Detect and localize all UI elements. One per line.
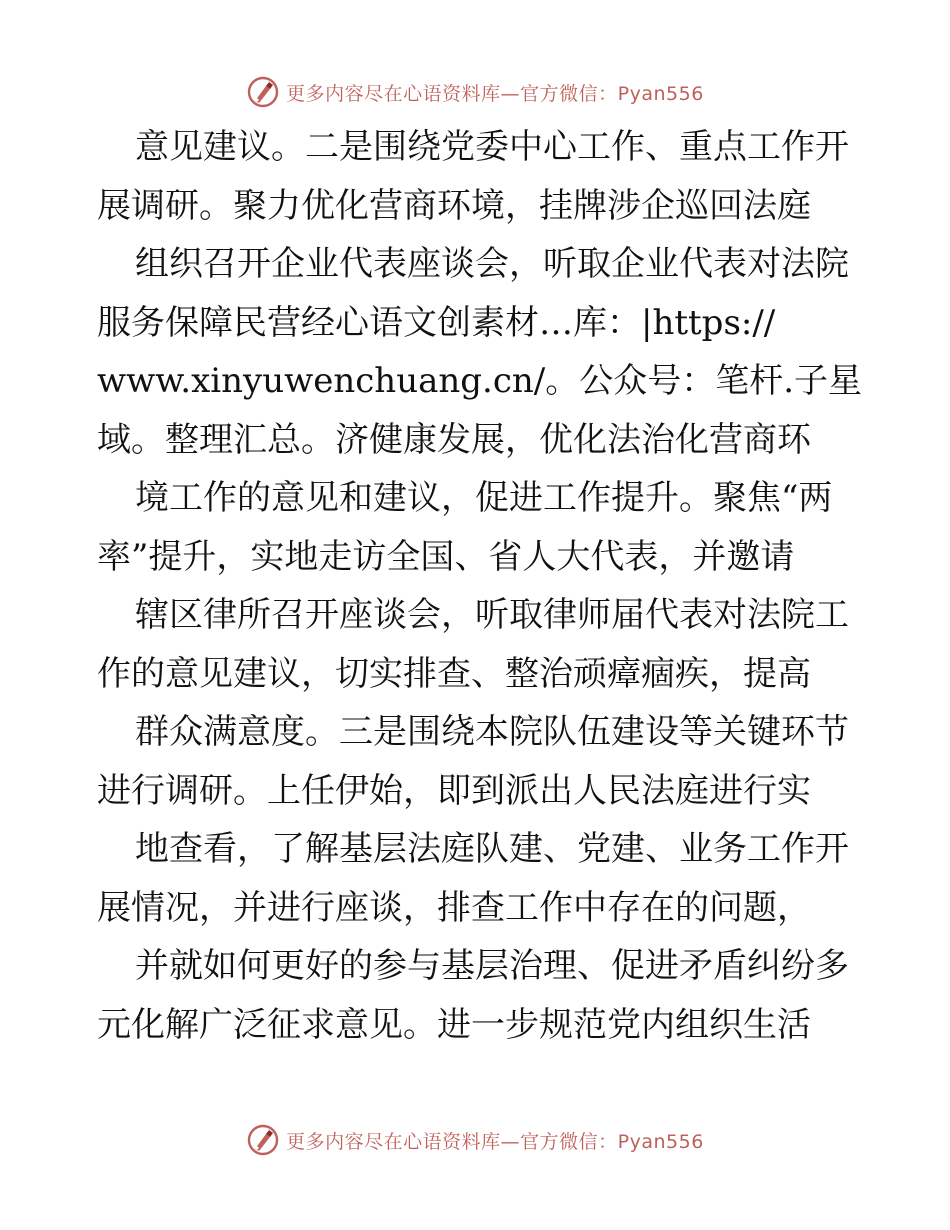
pen-logo-icon	[246, 75, 280, 109]
watermark-text: 更多内容尽在心语资料库—官方微信：Pyan556	[286, 82, 704, 105]
text-line: 境工作的意见和建议，促进工作提升。聚焦“两	[135, 478, 833, 518]
text-line: 辖区律所召开座谈会，听取律师届代表对法院工	[135, 595, 849, 635]
text-line: 展情况，并进行座谈，排查工作中存在的问题，	[97, 887, 811, 928]
header-watermark	[0, 72, 950, 112]
text-line: 组织召开企业代表座谈会，听取企业代表对法院	[135, 244, 849, 284]
watermark-text: 更多内容尽在心语资料库—官方微信：Pyan556	[286, 1130, 704, 1153]
text-line: 作的意见建议，切实排查、整治顽瘴痼疾，提高	[97, 653, 811, 694]
text-line: 元化解广泛征求意见。进一步规范党内组织生活	[97, 1004, 811, 1045]
footer-watermark	[0, 1120, 950, 1160]
pen-logo-icon	[246, 1123, 280, 1157]
document-body	[97, 118, 863, 1054]
text-line: 地查看，了解基层法庭队建、党建、业务工作开	[135, 829, 849, 869]
text-line: www.xinyuwenchuang.cn/。公众号：笔杆.子星	[97, 361, 863, 401]
text-line: 意见建议。二是围绕党委中心工作、重点工作开	[135, 127, 849, 167]
text-line: 率”提升，实地走访全国、省人大代表，并邀请	[97, 536, 795, 577]
text-line: 群众满意度。三是围绕本院队伍建设等关键环节	[135, 712, 849, 752]
text-line: 展调研。聚力优化营商环境，挂牌涉企巡回法庭	[97, 185, 811, 226]
text-line: 域。整理汇总。济健康发展，优化法治化营商环	[97, 419, 811, 460]
text-line: 并就如何更好的参与基层治理、促进矛盾纠纷多	[135, 946, 849, 986]
text-line: 服务保障民营经心语文创素材…库：|https://	[97, 302, 776, 343]
text-line: 进行调研。上任伊始，即到派出人民法庭进行实	[97, 770, 811, 811]
